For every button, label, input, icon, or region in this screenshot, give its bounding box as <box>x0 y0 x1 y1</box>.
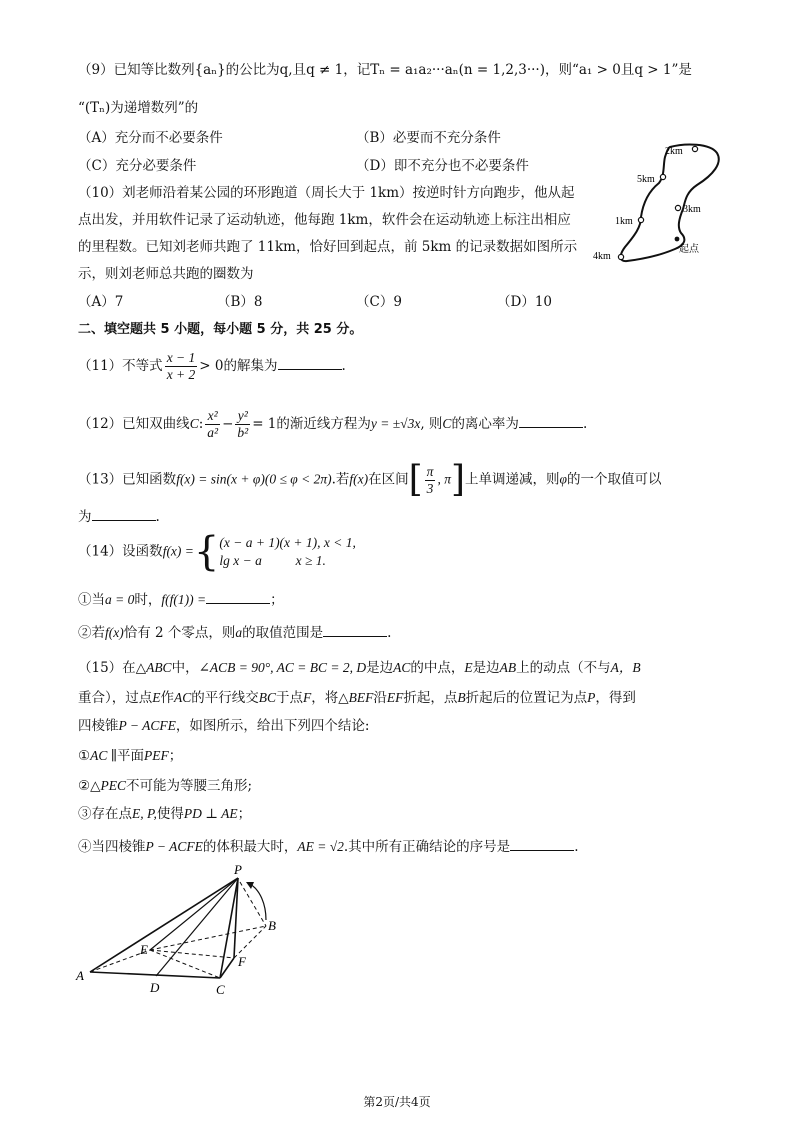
q11-answer-blank[interactable] <box>278 355 342 370</box>
q12-frac2-num: y² <box>235 408 250 425</box>
label-2km: 2km <box>665 146 683 157</box>
edge-EF <box>150 950 234 958</box>
q15-c1d: PEF <box>143 748 169 763</box>
q12-C2: C <box>442 416 452 431</box>
q15-c3b: E, P, <box>132 806 157 821</box>
q15-conclusion2 <box>78 776 252 796</box>
q15-AB2: A，B <box>610 660 641 675</box>
q15-AC2: AC <box>174 690 192 705</box>
q11-denominator: x + 2 <box>166 367 196 382</box>
q14-sub1-answer-blank[interactable] <box>206 589 270 604</box>
pyramid-figure <box>70 862 290 1002</box>
q12-mid: 的渐近线方程为 <box>276 416 371 432</box>
q13-phi: φ <box>559 471 567 487</box>
q15-l2e: ，将 <box>311 690 339 706</box>
q14-sub2-a: a <box>235 625 243 640</box>
q15-l1c: 是边 <box>366 660 394 676</box>
q11-end: . <box>341 358 346 374</box>
q15-c4c: 的体积最大时， <box>202 839 298 855</box>
q10-option-c: （C）9 <box>356 294 402 310</box>
edge-PB-fold <box>240 882 266 926</box>
q14-sub1-mid: 时， <box>134 592 162 608</box>
label-E: E <box>140 942 148 957</box>
q14-sub2-answer-blank[interactable] <box>323 622 387 637</box>
edge-EC <box>150 950 220 978</box>
q14-sub1-end: ； <box>270 592 284 608</box>
q10-option-b: （B）8 <box>217 294 263 310</box>
q15-line1 <box>78 658 641 678</box>
q13-end: . <box>155 509 160 525</box>
q14-case1: (x − a + 1)(x + 1), x < 1, <box>219 535 356 550</box>
q15-c4e: .其中所有正确结论的序号是 <box>343 839 511 855</box>
q12-mid2: , 则 <box>420 416 443 432</box>
q14-sub2-fx: f(x) <box>105 625 124 640</box>
q14 <box>78 529 356 575</box>
q15-c3c: 使得 <box>156 806 184 822</box>
edge-EB <box>150 926 266 950</box>
q15-E2: E <box>152 690 161 705</box>
q10-line3: 的里程数。已知刘老师共跑了 11km，恰好回到起点，前 5km 的记录数据如图所示 <box>78 239 578 255</box>
q15-c1c: 平面 <box>116 748 144 764</box>
q15-F: F <box>303 690 312 705</box>
q13-answer-blank[interactable] <box>92 506 156 521</box>
q12-frac2-den: b² <box>237 425 249 440</box>
q13-prefix: （13）已知函数 <box>78 471 177 488</box>
q15-answer-blank[interactable] <box>510 836 574 851</box>
q14-sub2-end: . <box>387 625 392 641</box>
marker-3km <box>675 205 680 210</box>
q13-line2 <box>78 506 160 527</box>
q12-mid3: 的离心率为 <box>451 416 519 432</box>
q13-suffix2: 的一个取值可以 <box>566 471 662 488</box>
q15-line3 <box>78 716 369 736</box>
q13-suffix: 上单调递减，则 <box>465 471 560 488</box>
q12 <box>78 408 587 441</box>
q15-c3e: ； <box>237 806 252 822</box>
q14-brace: { <box>193 529 220 575</box>
q13-right-bracket: ] <box>450 459 465 500</box>
q13-mid: .若 <box>331 471 350 488</box>
q15-AC: AC <box>393 660 411 675</box>
q15-l1f: 上的动点（不与 <box>516 660 611 676</box>
q15-l2a: 重合），过点 <box>78 690 153 706</box>
q14-fx: f(x) = <box>162 543 194 559</box>
q15-l1e: 是边 <box>472 660 500 676</box>
q14-sub2-mid: 恰有 2 个零点，则 <box>123 625 236 641</box>
q15-pyramid: P − ACFE <box>118 718 176 733</box>
q15-c1e: ； <box>168 748 183 764</box>
label-B: B <box>268 918 276 933</box>
q15-l1d: 的中点， <box>410 660 465 676</box>
q10-line2: 点出发，并用软件记录了运动轨迹，他每跑 1km，软件会在运动轨迹上标注出相应 <box>78 212 571 228</box>
q12-C: C <box>189 416 199 431</box>
label-P: P <box>234 862 242 877</box>
q13-mid2: 在区间 <box>368 471 409 488</box>
edge-PE <box>150 878 238 950</box>
q14-sub1-cond: a = 0 <box>105 592 135 607</box>
fold-arrow <box>250 884 266 920</box>
q13-fx: f(x) <box>349 471 369 487</box>
marker-1km <box>638 217 643 222</box>
q10-option-a: （A）7 <box>78 294 124 310</box>
q13-line2-text: 为 <box>78 509 92 525</box>
q15-c3a: ③存在点 <box>78 806 132 822</box>
q12-end: . <box>582 416 588 432</box>
q15-conclusion4 <box>78 836 578 857</box>
page-footer: 第2页/共4页 <box>363 1095 431 1109</box>
q15-E: E <box>464 660 473 675</box>
q9-option-a: （A）充分而不必要条件 <box>78 130 223 146</box>
q9-option-b: （B）必要而不充分条件 <box>356 130 501 146</box>
q15-l2c: 的平行线交 <box>191 690 259 706</box>
q14-sub1-expr: f(f(1)) = <box>161 592 207 607</box>
q15-c1a: ① <box>78 748 91 764</box>
q12-eq: = 1 <box>252 416 277 432</box>
q15-AB: AB <box>499 660 517 675</box>
q15-l2h: 折起后的位置记为点 <box>465 690 588 706</box>
q12-frac1-den: a² <box>207 425 219 440</box>
q13-function: f(x) = sin(x + φ)(0 ≤ φ < 2π) <box>176 471 332 487</box>
q15-line2 <box>78 688 636 708</box>
q15-EF: EF <box>386 690 404 705</box>
q12-frac1-num: x² <box>205 408 220 425</box>
q11-fraction <box>165 350 198 383</box>
label-start: 起点 <box>679 244 699 255</box>
q15-tri: △ABC <box>135 660 172 675</box>
q12-asymptote: y = ±√3x <box>370 416 421 431</box>
q12-answer-blank[interactable] <box>519 413 583 428</box>
q14-case2: lg x − a x ≥ 1. <box>219 553 326 568</box>
q15-c4a: ④当四棱锥 <box>78 839 146 855</box>
marker-5km <box>660 174 665 179</box>
q14-sub2 <box>78 622 391 643</box>
q11-relation: > 0 <box>199 358 224 374</box>
q13-left-bracket: [ <box>408 459 423 500</box>
q15-P: P <box>587 690 596 705</box>
q15-cond: ∠ACB = 90°, AC = BC = 2, D <box>198 660 367 675</box>
q15-l3b: ，如图所示，给出下列四个结论: <box>175 718 370 734</box>
label-A: A <box>76 968 84 983</box>
edge-AC <box>90 972 220 978</box>
label-C: C <box>216 982 225 997</box>
label-4km: 4km <box>593 251 611 262</box>
q15-c3d: PD ⊥ AE <box>183 806 238 821</box>
q15-l2i: ，得到 <box>595 690 636 706</box>
edge-PD <box>156 878 238 976</box>
q15-conclusion1 <box>78 746 182 766</box>
running-track-map <box>585 135 735 275</box>
label-1km: 1km <box>615 216 633 227</box>
q13-pi-over-3 <box>425 464 436 497</box>
q9-line2: “(Tₙ)为递增数列”的 <box>78 100 199 116</box>
q9-option-d: （D）即不充分也不必要条件 <box>356 158 529 174</box>
q10-line4: 示，则刘老师总共跑的圈数为 <box>78 266 254 282</box>
edge-PA <box>90 878 238 972</box>
q15-B: B <box>457 690 466 705</box>
q12-frac2 <box>235 408 250 441</box>
q15-c4f: . <box>574 839 579 855</box>
q15-l1a: （15）在 <box>78 660 136 676</box>
label-5km: 5km <box>637 174 655 185</box>
q11-suffix: 的解集为 <box>223 358 278 374</box>
q11-numerator: x − 1 <box>166 350 196 365</box>
q9-line1: （9）已知等比数列{aₙ}的公比为q,且q ≠ 1，记Tₙ = a₁a₂···aₙ(n = 1,2,3···)，则“a₁ > 0且q > 1”是 <box>78 62 692 78</box>
q15-BEF: △BEF <box>338 690 374 705</box>
q11-prefix: （11）不等式 <box>78 358 163 374</box>
q15-l2g: 折起，点 <box>403 690 458 706</box>
q10-line1: （10）刘老师沿着某公园的环形跑道（周长大于 1km）按逆时针方向跑步，他从起 <box>78 185 575 201</box>
q14-sub1 <box>78 589 284 610</box>
q12-minus: − <box>222 416 234 432</box>
q13-three: 3 <box>426 480 434 496</box>
q15-l3a: 四棱锥 <box>78 718 119 734</box>
q15-BC: BC <box>258 690 277 705</box>
q14-sub1-prefix: ①当 <box>78 592 105 608</box>
q14-cases <box>219 534 356 570</box>
q9-option-c: （C）充分必要条件 <box>78 158 197 174</box>
marker-4km <box>618 254 623 259</box>
q12-colon: : <box>198 416 204 432</box>
q15-l2b: 作 <box>160 690 174 706</box>
marker-start <box>675 237 680 242</box>
q12-prefix: （12）已知双曲线 <box>78 416 190 432</box>
q15-l2f: 沿 <box>373 690 387 706</box>
q14-sub2-prefix: ②若 <box>78 625 105 641</box>
q15-c2b: △PEC <box>90 778 126 793</box>
q15-c1b: AC ∥ <box>90 748 117 763</box>
q15-c4d: AE = √2 <box>297 839 344 854</box>
q14-prefix: （14）设函数 <box>78 543 163 560</box>
q15-c4b: P − ACFE <box>145 839 203 854</box>
track-loop <box>621 145 719 262</box>
q15-l2d: 于点 <box>276 690 304 706</box>
label-D: D <box>150 980 160 995</box>
q15-conclusion3 <box>78 804 251 824</box>
q15-c2c: 不可能为等腰三角形; <box>126 778 253 794</box>
q12-frac1 <box>205 408 220 441</box>
marker-2km <box>692 146 697 151</box>
q11 <box>78 350 346 383</box>
label-3km: 3km <box>683 204 701 215</box>
q15-c2a: ② <box>78 778 91 794</box>
section2-heading: 二、填空题共 5 小题，每小题 5 分，共 25 分。 <box>78 322 363 337</box>
q10-option-d: （D）10 <box>497 294 553 310</box>
q15-l1b: 中， <box>171 660 199 676</box>
q13-pi: π <box>426 463 434 479</box>
q13-comma-pi: , π <box>437 471 451 487</box>
q14-sub2-suffix: 的取值范围是 <box>242 625 324 641</box>
label-F: F <box>238 954 246 969</box>
q13 <box>78 459 662 500</box>
